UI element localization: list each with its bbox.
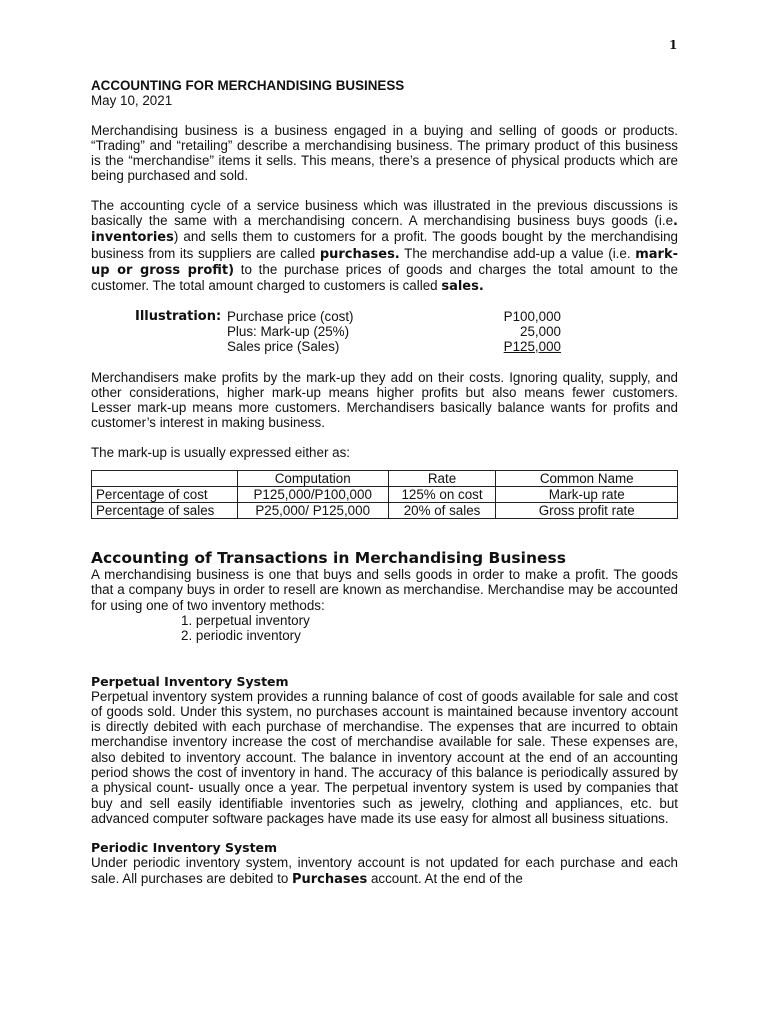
- table-header-cell: [92, 471, 238, 487]
- table-cell: 20% of sales: [388, 503, 496, 519]
- list-item: 1. perpetual inventory: [181, 612, 310, 628]
- illustration-amount-total: P125,000: [503, 338, 561, 354]
- paragraph-accounting-cycle: The accounting cycle of a service business which was illustrated in the previous discussions is basically the same with a merchandising concern. A merchandising business buys goods (i.e. inventories) and sells them to customers for a profit. The goods bought by the merchandising business from its suppliers are called purchases. The merchandise add-up a value (i.e. mark-up or gross profit) to the purchase prices of goods and charges the total amount to the customer. The total amount charged to customers is called sales.: [91, 197, 678, 295]
- table-header-cell: Computation: [237, 471, 388, 487]
- illustration-block: [91, 309, 678, 356]
- table-cell: Percentage of sales: [92, 503, 238, 519]
- table-cell: 125% on cost: [388, 487, 496, 503]
- document-date: May 10, 2021: [91, 93, 173, 109]
- table-row: [92, 503, 678, 519]
- document-body: [91, 78, 678, 887]
- table-cell: P25,000/ P125,000: [237, 503, 388, 519]
- illustration-item: Plus: Mark-up (25%): [227, 323, 350, 339]
- list-item: 2. periodic inventory: [181, 628, 301, 644]
- illustration-item: Sales price (Sales): [227, 338, 340, 354]
- perpetual-heading: Perpetual Inventory System: [91, 673, 289, 689]
- table-header-row: [92, 471, 678, 487]
- paragraph-markup-intro: The mark-up is usually expressed either as:: [91, 444, 350, 460]
- paragraph-periodic: Under periodic inventory system, inventory account is not updated for each purchase and each sale. All purchases are debited to Purchases account. At the end of the: [91, 855, 678, 887]
- table-header-cell: Common Name: [496, 471, 678, 487]
- illustration-amount: 25,000: [520, 323, 561, 339]
- table-cell: Gross profit rate: [496, 503, 678, 519]
- page-number: 1: [669, 38, 678, 52]
- illustration-item: Purchase price (cost): [227, 308, 354, 324]
- paragraph-perpetual: Perpetual inventory system provides a running balance of cost of goods available for sale and cost of goods sold. Under this system, no purchases account is maintained because inventory account is directly debited with each purchase of merchandise. The expenses that are incurred to obtain merchandise inventory increase the cost of merchandise available for sale. These expenses are, also debited to inventory account. The balance in inventory account at the end of an accounting period shows the cost of inventory in hand. The accuracy of this balance is periodically assured by a physical count- usually once a year. The perpetual inventory system is used by companies that buy and sell easily identifiable inventories such as jewelry, clothing and appliances, etc. but advanced computer software packages have made its use easy for almost all business situations.: [91, 688, 678, 826]
- table-cell: Percentage of cost: [92, 487, 238, 503]
- paragraph-intro: Merchandising business is a business engaged in a buying and selling of goods or products. “Trading” and “retailing” describe a merchandising business. The primary product of this business is the “merchandise” items it sells. This means, there’s a presence of physical products which are being purchased and sold.: [91, 122, 678, 184]
- paragraph-section-intro: A merchandising business is one that buys and sells goods in order to make a profit. The goods that a company buys in order to resell are known as merchandise. Merchandise may be accounted for using one of two inventory methods:: [91, 567, 678, 613]
- markup-table: [91, 470, 678, 519]
- table-cell: Mark-up rate: [496, 487, 678, 503]
- periodic-heading: Periodic Inventory System: [91, 840, 278, 856]
- illustration-label: Illustration:: [135, 308, 222, 324]
- table-row: [92, 487, 678, 503]
- section-heading: Accounting of Transactions in Merchandising Business: [91, 549, 566, 568]
- paragraph-markup-profits: Merchandisers make profits by the mark-up they add on their costs. Ignoring quality, supply, and other considerations, higher mark-up means higher profits but also means fewer customers. Lesser mark-up means more customers. Merchandisers basically balance wants for profits and customer’s interest in making business.: [91, 369, 678, 431]
- inventory-methods-list: [181, 613, 678, 644]
- document-title: ACCOUNTING FOR MERCHANDISING BUSINESS: [91, 78, 405, 93]
- table-cell: P125,000/P100,000: [237, 487, 388, 503]
- illustration-amount: P100,000: [503, 308, 561, 324]
- table-header-cell: Rate: [388, 471, 496, 487]
